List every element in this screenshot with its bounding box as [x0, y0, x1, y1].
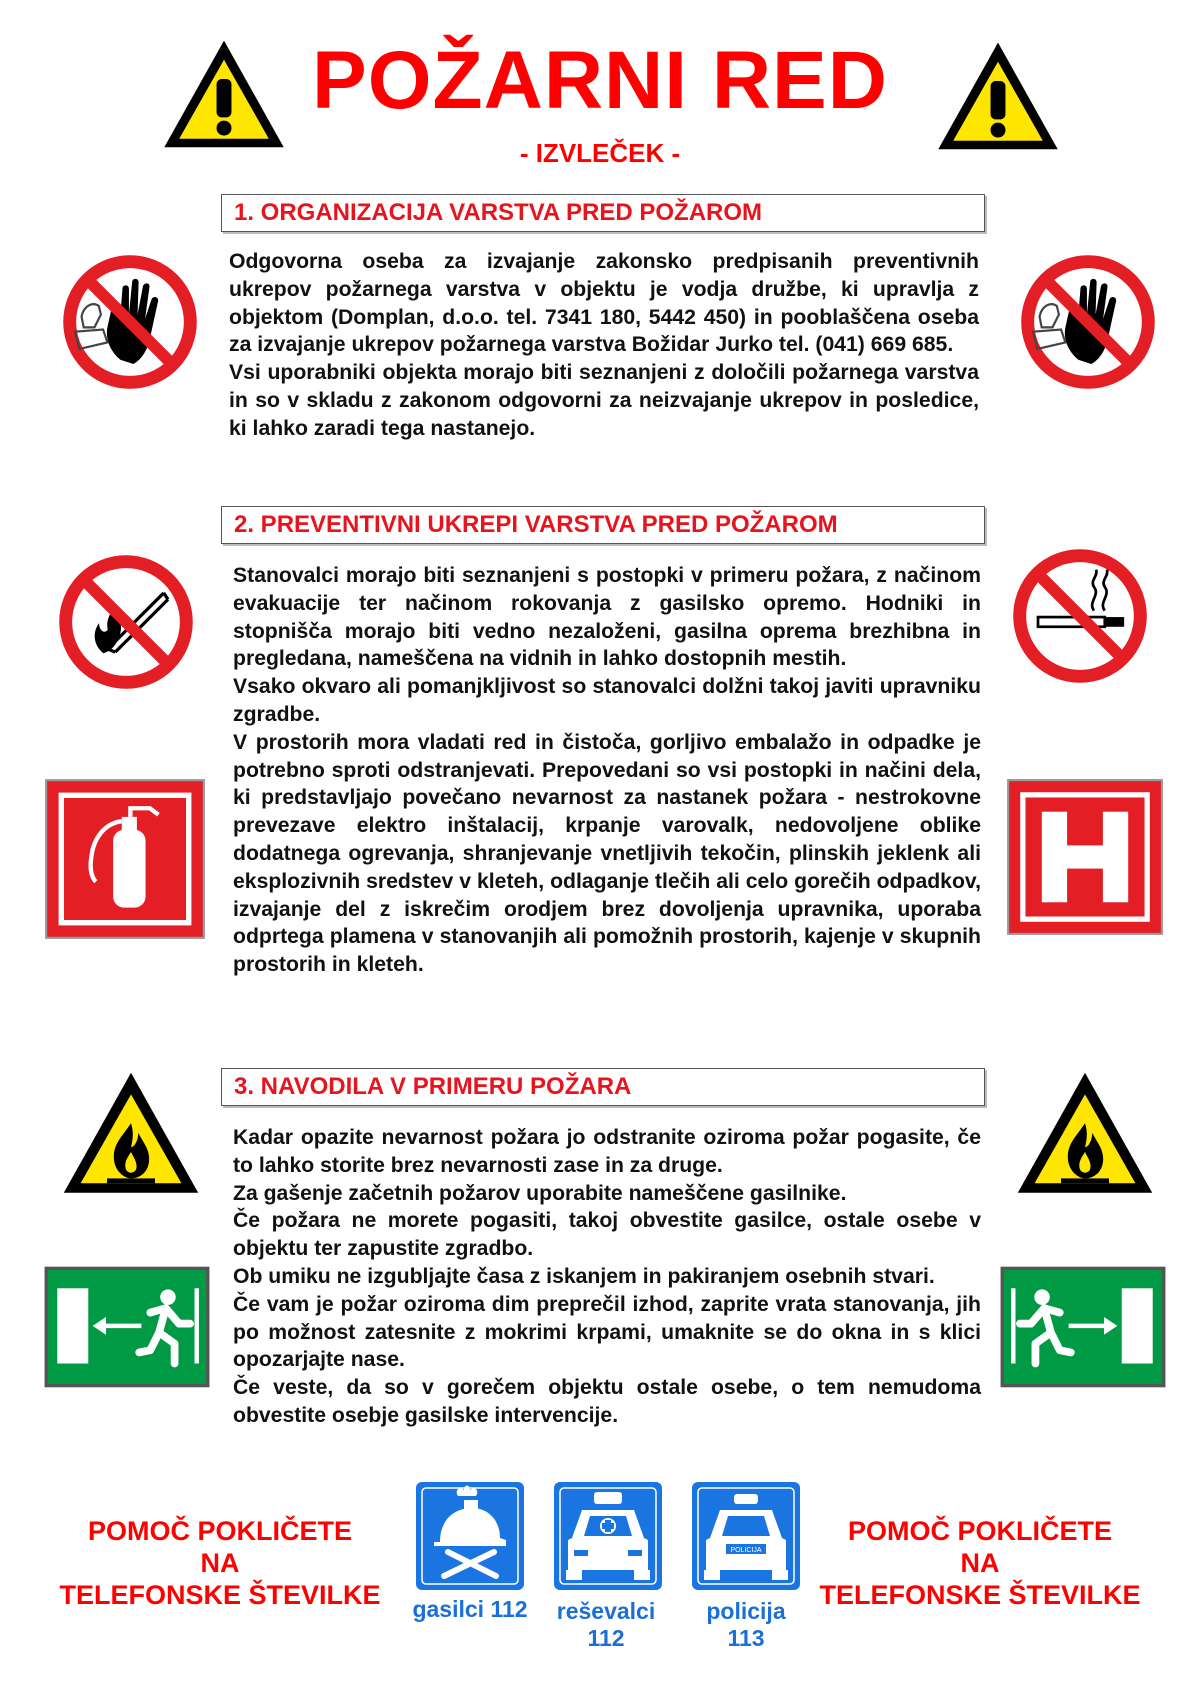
- service-label: gasilci 112: [412, 1596, 528, 1622]
- call-for-help-left: [50, 1515, 390, 1611]
- call-line: TELEFONSKE ŠTEVILKE: [819, 1580, 1141, 1610]
- police-car-icon: [690, 1480, 802, 1592]
- paragraph: Stanovalci morajo biti seznanjeni s postopki v primeru požara, z načinom evakuacije ter načinom rokovanja z gasilsko opremo. Hodniki in stopnišča morajo biti vedno nezaloženi, gasilna oprema brezhibna in pregledana, nameščena na vidnih in lahko dostopnih mestih.: [233, 564, 981, 671]
- service-label: reševalci 112: [556, 1598, 656, 1651]
- section-heading: 2. PREVENTIVNI UKREPI VARSTVA PRED POŽAROM: [221, 506, 985, 544]
- firefighter-icon: [414, 1480, 526, 1592]
- call-for-help-right: [810, 1515, 1150, 1611]
- section-heading: 3. NAVODILA V PRIMERU POŽARA: [221, 1068, 985, 1106]
- fire-hazard-warning-icon: [58, 1068, 204, 1200]
- service-label: policija 113: [706, 1598, 786, 1651]
- page-title: POŽARNI RED: [312, 35, 888, 126]
- call-line: NA: [960, 1548, 1000, 1578]
- warning-icon: [934, 38, 1062, 156]
- call-line: NA: [200, 1548, 240, 1578]
- paragraph: Vsako okvaro ali pomanjkljivost so stanovalci dolžni takoj javiti upravniku zgradbe.: [233, 675, 981, 726]
- call-line: POMOČ POKLIČETE: [847, 1516, 1112, 1546]
- section-body: [233, 562, 981, 979]
- police-car-text: POLICIJA: [730, 1547, 762, 1554]
- fire-extinguisher-icon: [44, 778, 206, 940]
- paragraph: Za gašenje začetnih požarov uporabite nameščene gasilnike.: [233, 1181, 847, 1205]
- call-line: TELEFONSKE ŠTEVILKE: [59, 1580, 381, 1610]
- paragraph: Če vam je požar oziroma dim preprečil izhod, zaprite vrata stanovanja, jih po možnost zatesnite z mokrimi krpami, umaknite se do okna in s klici opozarjajte nase.: [233, 1292, 981, 1372]
- paragraph: Kadar opazite nevarnost požara jo odstranite oziroma požar pogasite, če to lahko storite brez nevarnosti zase in za druge.: [233, 1126, 981, 1177]
- paragraph: V prostorih mora vladati red in čistoča, gorljivo embalažo in odpadke je potrebno sproti odstranjevati. Prepovedani so vsi postopki in načini dela, ki predstavljajo povečano nevarnost za nastanek požara - nestrokovne prevezave elektro inštalacij, krpanje varovalk, nedovoljene oblike dodatnega ogrevanja, shranjevanje vnetljivih tekočin, plinskih jeklenk ali eksplozivnih sredstev v kleteh, odlaganje tlečih ali celo gorečih odpadkov, izvajanje del z iskrečim orodjem brez dovoljenja upravnika, uporaba odprtega plamena v stanovanjih ali pomožnih prostorih, kajenje v skupnih prostorih in kleteh.: [233, 730, 981, 977]
- ambulance-icon: [552, 1480, 664, 1592]
- no-entry-hand-icon: [60, 252, 200, 392]
- section-body: [229, 248, 979, 443]
- fire-hazard-warning-icon: [1012, 1068, 1158, 1200]
- page-subtitle: - IZVLEČEK -: [519, 138, 681, 168]
- emergency-exit-right-icon: [1000, 1266, 1166, 1388]
- paragraph: Odgovorna oseba za izvajanje zakonsko predpisanih preventivnih ukrepov požarnega varstva v objektu je vodja družbe, ki upravlja z objektom (Domplan, d.o.o. tel. 7341 180, 5442 450) in pooblaščena oseba za izvajanje ukrepov požarnega varstva Božidar Jurko tel. (041) 669 685.: [229, 250, 979, 357]
- paragraph: Ob umiku ne izgubljajte časa z iskanjem in pakiranjem osebnih stvari.: [233, 1264, 935, 1288]
- paragraph: Vsi uporabniki objekta morajo biti seznanjeni z določili požarnega varstva in so v skladu z zakonom odgovorni za neizvajanje ukrepov in posledice, ki lahko zaradi tega nastanejo.: [229, 361, 979, 440]
- no-entry-hand-icon: [1018, 252, 1158, 392]
- emergency-exit-left-icon: [44, 1266, 210, 1388]
- fire-hydrant-icon: [1006, 778, 1164, 936]
- section-heading: 1. ORGANIZACIJA VARSTVA PRED POŽAROM: [221, 194, 985, 232]
- paragraph: Če veste, da so v gorečem objektu ostale osebe, o tem nemudoma obvestite osebje gasilske intervencije.: [233, 1376, 981, 1427]
- warning-icon: [160, 36, 288, 154]
- section-body: [233, 1124, 981, 1430]
- paragraph: Če požara ne morete pogasiti, takoj obvestite gasilce, ostale osebe v objektu ter zapustite zgradbo.: [233, 1209, 981, 1261]
- no-open-flame-icon: [56, 552, 196, 692]
- no-smoking-icon: [1010, 546, 1150, 686]
- call-line: POMOČ POKLIČETE: [87, 1516, 352, 1546]
